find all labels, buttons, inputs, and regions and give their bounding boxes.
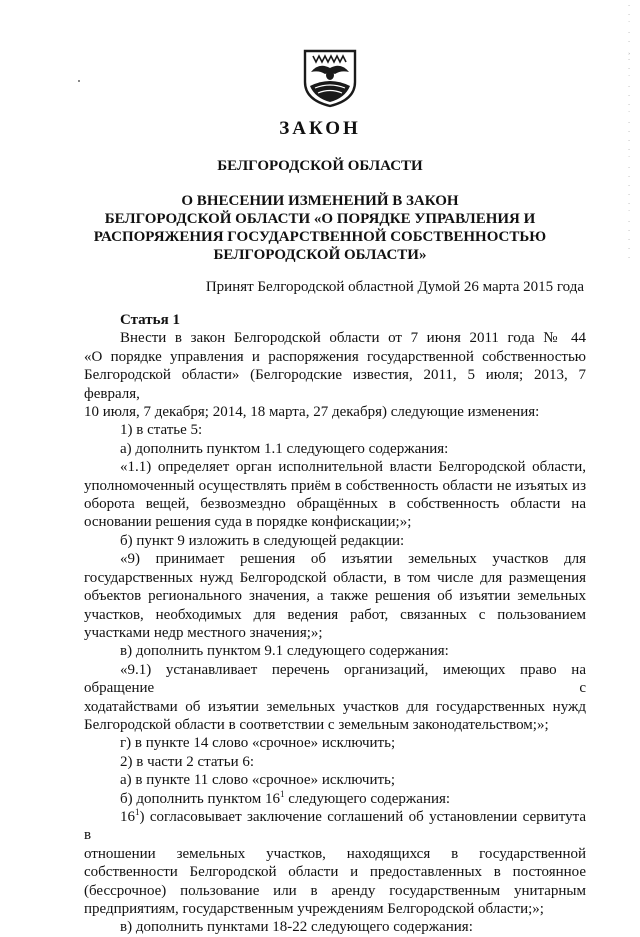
scan-margin-marks: · · ˙ · · ¸ · · ˙ · · · ˙ · · · · ˙ · · · · · ˙ · · · · · [627,2,631,262]
list-item: а) в пункте 11 слово «срочное» исключить; [120,772,396,789]
superscript: 1 [135,806,140,817]
superscript: 1 [279,788,285,799]
quoted-line [84,808,586,845]
quoted-line: (бессрочное) пользование или в аренду государственным унитарным [84,882,586,899]
list-item: 1) в статье 5: [120,422,203,439]
paragraph-line: «О порядке управления и распоряжения государственной собственностью [84,348,586,365]
item-text: б) дополнить пунктом 16 [120,790,280,807]
item-text: ) согласовывает заключение соглашений об установлении сервитута в [84,808,586,844]
quoted-line: «9.1) устанавливает перечень организаций, имеющих право на обращение с [84,661,586,697]
item-number: 16 [120,808,135,825]
quoted-line: «1.1) определяет орган исполнительной власти Белгородской области, [120,459,586,476]
quoted-line: оборота вещей, безвозмездно обращённых в собственность области на [84,496,586,513]
document-subject [0,192,640,264]
subject-line: РАСПОРЯЖЕНИЯ ГОСУДАРСТВЕННОЙ СОБСТВЕННОСТЬЮ [93,229,547,245]
subject-line: БЕЛГОРОДСКОЙ ОБЛАСТИ» [213,247,427,263]
document-title: ЗАКОН [279,118,361,139]
subject-line: БЕЛГОРОДСКОЙ ОБЛАСТИ «О ПОРЯДКЕ УПРАВЛЕНИЯ И [104,211,536,227]
quoted-line: уполномоченный осуществлять приём в собственность области не изъятых из [84,477,586,494]
paragraph-line: Внести в закон Белгородской области от 7 июня 2011 года № 44 [120,330,586,347]
list-item: б) пункт 9 изложить в следующей редакции: [120,532,405,549]
list-item: 2) в части 2 статьи 6: [120,753,255,770]
paragraph-line: 10 июля, 7 декабря; 2014, 18 марта, 27 декабря) следующие изменения: [84,404,540,421]
list-item [84,790,586,808]
item-text: следующего содержания: [284,790,451,807]
document-region: БЕЛГОРОДСКОЙ ОБЛАСТИ [217,158,423,174]
scan-speck [78,80,80,82]
quoted-line: участков, необходимых для ведения работ, связанных с пользованием [84,606,586,623]
quoted-line: отношении земельных участков, находящихся в государственной [84,845,586,862]
list-item: в) дополнить пунктом 9.1 следующего содержания: [120,643,449,660]
quoted-line: объектов регионального значения, а также решения об изъятии земельных [84,588,586,605]
document-body [84,311,586,937]
belgorod-coat-of-arms-icon [301,48,359,108]
quoted-line: собственности Белгородской области и предоставленных в постоянное [84,864,586,881]
paragraph-line: Белгородской области» (Белгородские известия, 2011, 5 июля; 2013, 7 февраля, [84,367,586,402]
article-heading: Статья 1 [120,312,180,328]
list-item: а) дополнить пунктом 1.1 следующего содержания: [120,440,449,457]
list-item: в) дополнить пунктами 18-22 следующего содержания: [120,919,473,936]
quoted-line: Белгородской области в соответствии с земельным законодательством;»; [84,716,549,733]
quoted-line: государственных нужд Белгородской области, в том числе для размещения [84,569,586,586]
subject-line: О ВНЕСЕНИИ ИЗМЕНЕНИЙ В ЗАКОН [181,193,459,209]
adoption-note: Принят Белгородской областной Думой 26 марта 2015 года [205,279,584,295]
quoted-line: ходатайствами об изъятии земельных участков для государственных нужд [84,698,586,715]
list-item: г) в пункте 14 слово «срочное» исключить; [120,735,396,752]
quoted-line: предприятиям, государственным учреждениям Белгородской области;»; [84,901,544,917]
quoted-line: основании решения суда в порядке конфискации;»; [84,514,412,531]
quoted-line: участками недр местного значения;»; [84,624,323,641]
quoted-line: «9) принимает решения об изъятии земельных участков для [120,551,586,568]
